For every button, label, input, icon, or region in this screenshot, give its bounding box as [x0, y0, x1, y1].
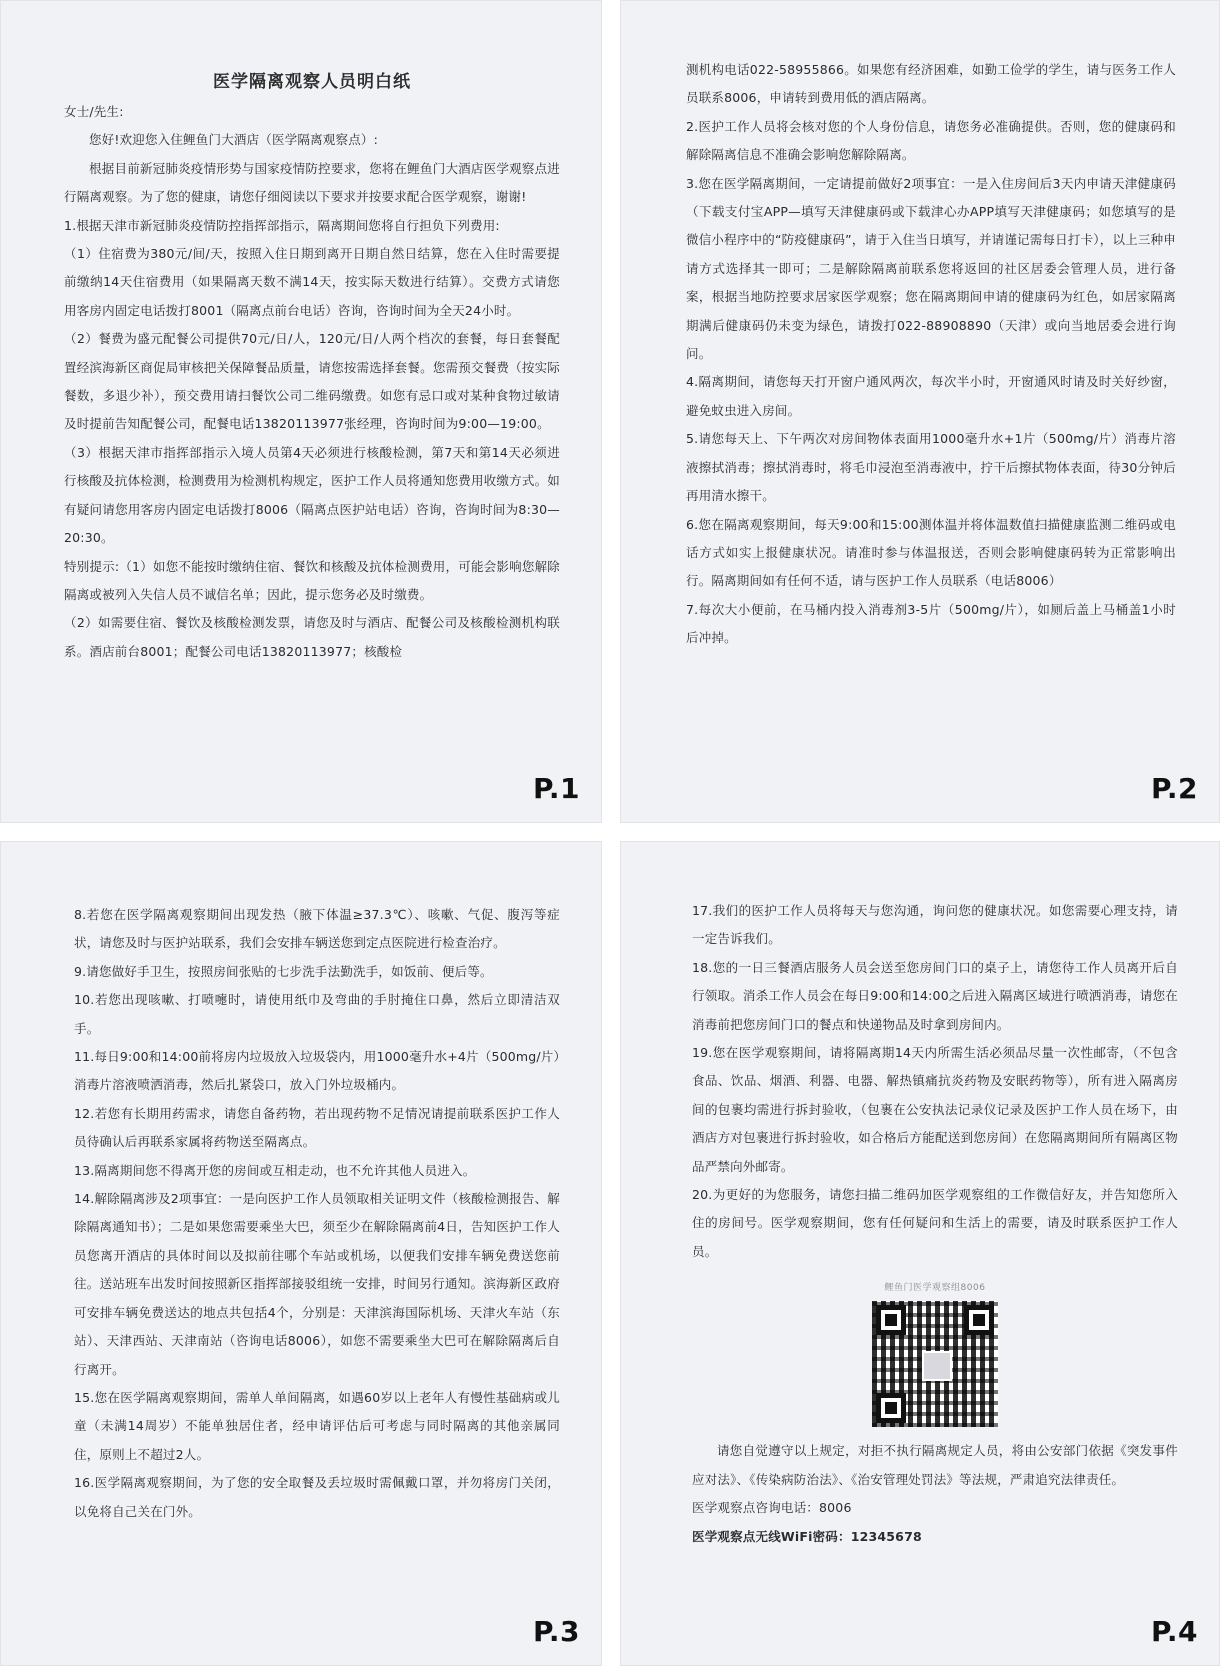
- paragraph: 12.若您有长期用药需求，请您自备药物，若出现药物不足情况请提前联系医护工作人员待确认后再联系家属将药物送至隔离点。: [74, 1105, 560, 1150]
- paragraph: （1）住宿费为380元/间/天，按照入住日期到离开日期自然日结算，您在入住时需要提前缴纳14天住宿费用（如果隔离天数不满14天，按实际天数进行结算）。交费方式请您用客房内固定电话拨打8001（隔离点前台电话）咨询，咨询时间为全天24小时。: [64, 246, 560, 318]
- paragraph: 11.每日9:00和14:00前将房内垃圾放入垃圾袋内，用1000毫升水+4片（500mg/片）消毒片溶液喷洒消毒，然后扎紧袋口，放入门外垃圾桶内。: [74, 1049, 560, 1093]
- paragraph: 13.隔离期间您不得离开您的房间或互相走动，也不允许其他人员进入。: [74, 1162, 476, 1178]
- page-2-paragraphs: [686, 56, 1176, 653]
- qr-finder-pattern: [876, 1305, 906, 1335]
- paragraph: （2）如需要住宿、餐饮及核酸检测发票，请您及时与酒店、配餐公司及核酸检测机构联系。酒店前台8001；配餐公司电话13820113977；核酸检: [64, 615, 560, 659]
- paragraph: 6.您在隔离观察期间，每天9:00和15:00测体温并将体温数值扫描健康监测二维码或电话方式如实上报健康状况。请准时参与体温报送，否则会影响健康码转为正常影响出行。隔离期间如有任何不适，请与医护工作人员联系（电话8006）: [686, 516, 1176, 589]
- paragraph: 14.解除隔离涉及2项事宜：一是向医护工作人员领取相关证明文件（核酸检测报告、解除隔离通知书）；二是如果您需要乘坐大巴，须至少在解除隔离前4日，告知医护工作人员您离开酒店的具体时间以及拟前往哪个车站或机场，以便我们安排车辆免费送您前往。送站班车出发时间按照新区指挥部接驳组统一安排，时间另行通知。滨海新区政府可安排车辆免费送达的地点共包括4个，分别是：天津滨海国际机场、天津火车站（东站）、天津西站、天津南站（咨询电话8006），如您不需要乘坐大巴可在解除隔离后自行离开。: [74, 1191, 560, 1377]
- paragraph: 您好!欢迎您入住鲤鱼门大酒店（医学隔离观察点）:: [89, 132, 379, 148]
- document-page-3: [0, 841, 602, 1666]
- paragraph: （3）根据天津市指挥部指示入境人员第4天必须进行核酸检测，第7天和第14天必须进行核酸及抗体检测，检测费用为检测机构规定，医护工作人员将通知您费用收缴方式。如有疑问请您用客房内固定电话拨打8006（隔离点医护站电话）咨询，咨询时间为8:30—20:30。: [64, 444, 560, 546]
- document-page-4: [620, 841, 1220, 1666]
- paragraph: 测机构电话022-58955866。如果您有经济困难，如勤工俭学的学生，请与医务工作人员联系8006，申请转到费用低的酒店隔离。: [686, 62, 1176, 106]
- page-4-paragraphs-top: [692, 897, 1178, 1266]
- page-4-paragraphs-bottom: [692, 1437, 1178, 1551]
- paragraph: 20.为更好的为您服务，请您扫描二维码加医学观察组的工作微信好友，并告知您所入住的房间号。医学观察期间，您有任何疑问和生活上的需要，请及时联系医护工作人员。: [692, 1187, 1178, 1259]
- paragraph: 9.请您做好手卫生，按照房间张贴的七步洗手法勤洗手，如饭前、便后等。: [74, 963, 493, 979]
- qr-code-image[interactable]: [872, 1301, 998, 1427]
- paragraph: 7.每次大小便前，在马桶内投入消毒剂3-5片（500mg/片），如厕后盖上马桶盖1小时后冲掉。: [686, 601, 1176, 646]
- page-1-content: [0, 0, 602, 823]
- paragraph: 15.您在医学隔离观察期间，需单人单间隔离，如遇60岁以上老年人有慢性基础病或儿童（未满14周岁）不能单独居住者，经申请评估后可考虑与同时隔离的其他亲属同住，原则上不超过2人。: [74, 1389, 560, 1462]
- qr-caption: 鲤鱼门医学观察组8006: [884, 1283, 986, 1294]
- page-4-content: [620, 841, 1220, 1666]
- paragraph: 16.医学隔离观察期间，为了您的安全取餐及丢垃圾时需佩戴口罩，并勿将房门关闭，以免将自己关在门外。: [74, 1475, 560, 1519]
- paragraph: 根据目前新冠肺炎疫情形势与国家疫情防控要求，您将在鲤鱼门大酒店医学观察点进行隔离观察。为了您的健康，请您仔细阅读以下要求并按要求配合医学观察，谢谢!: [64, 160, 560, 205]
- page-3-content: [0, 841, 602, 1666]
- page-label: P.3: [533, 1615, 580, 1648]
- page-1-paragraphs: [64, 98, 560, 666]
- paragraph: 8.若您在医学隔离观察期间出现发热（腋下体温≥37.3℃）、咳嗽、气促、腹泻等症状，请您及时与医护站联系，我们会安排车辆送您到定点医院进行检查治疗。: [74, 907, 560, 951]
- qr-finder-pattern: [876, 1393, 906, 1423]
- paragraph: 4.隔离期间，请您每天打开窗户通风两次，每次半小时，开窗通风时请及时关好纱窗，避免蚊虫进入房间。: [686, 374, 1176, 418]
- page-label: P.1: [533, 772, 580, 805]
- page-label: P.2: [1151, 772, 1198, 805]
- paragraph: 1.根据天津市新冠肺炎疫情防控指挥部指示，隔离期间您将自行担负下列费用:: [64, 217, 500, 233]
- paragraph: 18.您的一日三餐酒店服务人员会送至您房间门口的桌子上，请您待工作人员离开后自行领取。消杀工作人员会在每日9:00和14:00之后进入隔离区域进行喷洒消毒，请您在消毒前把您房间门口的餐点和快递物品及时拿到房间内。: [692, 959, 1178, 1032]
- paragraph: 5.请您每天上、下午两次对房间物体表面用1000毫升水+1片（500mg/片）消毒片溶液擦拭消毒；擦拭消毒时，将毛巾浸泡至消毒液中，拧干后擦拭物体表面，待30分钟后再用清水擦干。: [686, 431, 1176, 504]
- wechat-qr-block: [692, 1280, 1178, 1427]
- paragraph: 请您自觉遵守以上规定，对拒不执行隔离规定人员，将由公安部门依据《突发事件应对法》、《传染病防治法》、《治安管理处罚法》等法规，严肃追究法律责任。: [692, 1443, 1178, 1487]
- qr-center-logo: [922, 1351, 952, 1381]
- page-3-paragraphs: [74, 901, 560, 1526]
- document-page-1: [0, 0, 602, 823]
- document-title: 医学隔离观察人员明白纸: [213, 72, 411, 92]
- paragraph: 19.您在医学观察期间，请将隔离期14天内所需生活必须品尽量一次性邮寄，（不包含食品、饮品、烟酒、利器、电器、解热镇痛抗炎药物及安眠药物等），所有进入隔离房间的包裹均需进行拆封验收，（包裹在公安执法记录仪记录及医护工作人员在场下，由酒店方对包裹进行拆封验收，如合格后方能配送到您房间）在您隔离期间所有隔离区物品严禁向外邮寄。: [692, 1045, 1178, 1174]
- paragraph: 3.您在医学隔离期间，一定请提前做好2项事宜：一是入住房间后3天内申请天津健康码（下载支付宝APP—填写天津健康码或下载津心办APP填写天津健康码；如您填写的是微信小程序中的“防疫健康码”，请于入住当日填写，并请谨记需每日打卡），以上三种申请方式选择其一即可；二是解除隔离前联系您将返回的社区居委会管理人员，进行备案，根据当地防控要求居家医学观察；您在隔离期间申请的健康码为红色，如居家隔离期满后健康码仍未变为绿色，请拨打022-88908890（天津）或向当地居委会进行询问。: [686, 175, 1176, 362]
- paragraph: 女士/先生:: [64, 104, 124, 119]
- paragraph: 17.我们的医护工作人员将每天与您沟通，询问您的健康状况。如您需要心理支持，请一定告诉我们。: [692, 903, 1178, 947]
- paragraph: 2.医护工作人员将会核对您的个人身份信息，请您务必准确提供。否则，您的健康码和解除隔离信息不准确会影响您解除隔离。: [686, 118, 1176, 163]
- qr-finder-pattern: [964, 1305, 994, 1335]
- document-page-2: [620, 0, 1220, 823]
- paragraph: 特别提示:（1）如您不能按时缴纳住宿、餐饮和核酸及抗体检测费用，可能会影响您解除隔离或被列入失信人员不诚信名单；因此，提示您务必及时缴费。: [64, 558, 560, 602]
- paragraph: 医学观察点咨询电话：8006: [692, 1500, 852, 1516]
- page-label: P.4: [1151, 1615, 1198, 1648]
- paragraph: 医学观察点无线WiFi密码：12345678: [692, 1528, 922, 1544]
- paragraph: 10.若您出现咳嗽、打喷嚏时，请使用纸巾及弯曲的手肘掩住口鼻，然后立即清洁双手。: [74, 992, 560, 1036]
- page-2-content: [620, 0, 1220, 823]
- paragraph: （2）餐费为盛元配餐公司提供70元/日/人，120元/日/人两个档次的套餐，每日套餐配置经滨海新区商促局审核把关保障餐品质量，请您按需选择套餐。您需预交餐费（按实际餐数，多退少补），预交费用请扫餐饮公司二维码缴费。如您有忌口或对某种食物过敏请及时提前告知配餐公司，配餐电话13820113977张经理，咨询时间为9:00—19:00。: [64, 331, 560, 432]
